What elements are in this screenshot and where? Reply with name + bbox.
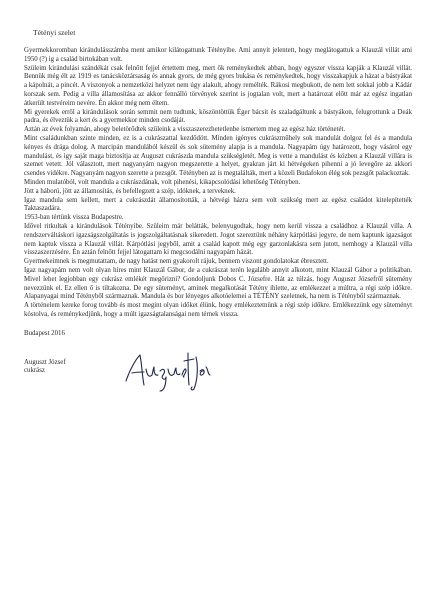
paragraph-1: Gyermekkoromban kirándulásszámba ment amikor kilátogattunk Tétényibe. Ami annyit jelentett, hogy meglátogattuk a Klauzál villát ami 1950 (?) ig a család birtokában volt.: [24, 47, 412, 63]
paragraph-13: A történelem kereke forog tovább és most megint olyan időket élünk, hogy emlékeztetnünk a régi szép időkre. Emlékezzünk egy süteményt kóstolva, és reménykedjünk, hogy a múlt igazságtalanságai nem térnek vissza.: [24, 302, 412, 318]
signature-stroke: [126, 355, 144, 385]
author-name: Auguszt József: [24, 358, 66, 366]
signature-stroke: [200, 367, 210, 375]
signature-block: [24, 367, 412, 417]
signature-stroke: [191, 357, 197, 390]
paragraph-4: Aztán az évek folyamán, ahogy beletörődtek szüleink a visszaszerezhetetlenbe ismertem meg az egész ház történetét.: [24, 126, 346, 134]
letter-footer: [24, 330, 412, 418]
paragraph-2: Szüleim kirándulási szándékát csak felnőtt fejjel értettem meg, mert ők reménykedtek abban, hogy egyszer vissza kapják a Klauzál villát. Bennük még élt az 1919 es tanácsköztársaság és annak gyors, de még gyors bukása és reménykedtek, hogy visszakapjuk a házat a bástyákat a kápolnát, a pincét. A viszonyok a nemzetközi helyzet nem úgy alakult, ahogy remélték. Rákosi megbukott, de nem lett sokkal jobb a Kádár korszak sem. Pedig a villa államosítása az akkor fennálló törvények szerint is jogtalan volt, mert a határozat előtt már az egész ingatlan átkerült testvéreim nevére. Én akkor még nem éltem.: [24, 64, 412, 107]
handwritten-signature: [122, 345, 214, 393]
paragraph-10: Idővel ritkultak a kirándulások Tétényibe. Szüleim már belátták, belenyugodtak, hogy nem kerül vissza a családhoz a Klauzál villa. A rendszerváltáskori igazságszolgáltatás is jogszolgáltatásnak sikeredett. Jogot szereztünk néhány kárpótlási jegyre, de nem kaptunk igazságot nem kaptuk vissza a Klauzál villát. Kárpótlási jegyből, amit a család kapott még egy garzonlakásra sem jutott, nemhogy a Klauzál villa visszaszerzésére. Én aztán felnőtt fejjel látogattam ki megcsodálni nagyapám házát.: [24, 222, 412, 257]
author-role: cukrász: [24, 367, 45, 375]
letter-title: Tétényi szelet: [33, 28, 76, 37]
letter-body: [24, 47, 412, 320]
paragraph-11: Gyermekeimnek is megmutattam, de nagy hatást nem gyakorolt rájuk, bennem viszont gondolatokat ébresztett.: [24, 258, 329, 266]
signature-stroke: [146, 367, 158, 376]
paragraph-3: Mi gyerekek erről a kirándulások során semmit nem tudtunk, köszöntöttük Éger bácsit és szaladgáltunk a bástyákon, felugrottunk a Deák padra, és élveztük a kert és a gyermekkor minden csodáját.: [24, 108, 412, 125]
signature-stroke: [182, 353, 194, 385]
signature-stroke: [168, 368, 180, 375]
signature-stroke: [160, 370, 166, 392]
paragraph-6: Minden mulatóból, volt mandula a cukrászdának, volt pihenési, kikapcsolódási lehetőség Tétényben.: [24, 178, 301, 186]
paragraph-9: 1953-ban tértünk vissza Budapestre.: [24, 214, 124, 222]
paragraph-5: Mint családunkban szinte minden, ez is a cukrászattal kezdődött. Minden igényes cukrászműhely sok mandulát dolgoz fel és a mandula kényes és drága dolog. A marcipán mandulából készül és sok sütemény alapja is a mandula. Nagyapám úgy határozott, hogy vásárol egy mandulást, és így saját maga biztosítja az Auguszt cukrászda mandula szükségletét. Meg is vette a mandulást és közben a Klauzál villára is szemet vetett. Jól választott, mert nagyanyám nagyon megszerette a helyet, gyakran járt ki hétvégeken pihenni a jó levegőre az akkori csendes vidékre. Nagyanyám nagyon szerette a pezsgőt. Tétényben az is megtalálták, mert a közeli Budafokon élég sok pezsgőt palackoztak.: [24, 134, 412, 178]
paragraph-7: Jött a háború, jött az államosítás, és befellegzett a szép, idóknek, a terveknek.: [24, 187, 236, 195]
paragraph-8: Igaz mandula sem kellett, mert a cukrászdát államosították, a hétvégi házra sem volt szükség mert az egész családot kitelepítették Taktaszadára.: [24, 196, 412, 213]
paragraph-12: Igaz nagyapám nem volt olyan híres mint Klauzál Gábor, de a cukrászat terén legalább annyit alkotott, mint Klauzál Gábor a politikában. Mivel lehet legjobban egy cukrász emlékét megőrizni? Gondoljunk Dobos C. Józsefre. Hát az túlzás, hogy Auguszt Józsefről sütemény nevezzünk el. Ez ellen ő is tiltakozna. De egy süteményt, aminek megalkotását Tétény ihlette, az emlékezzet a múltra, a régi szép időkre. Alapanyagai mind Tétényből származnak. Mandula és bor lényeges alkotóelemei a TÉTÉNY szeletnek, ha nem is Tétényből származnak.: [24, 266, 412, 301]
place-date: Budapest 2016: [24, 329, 65, 337]
